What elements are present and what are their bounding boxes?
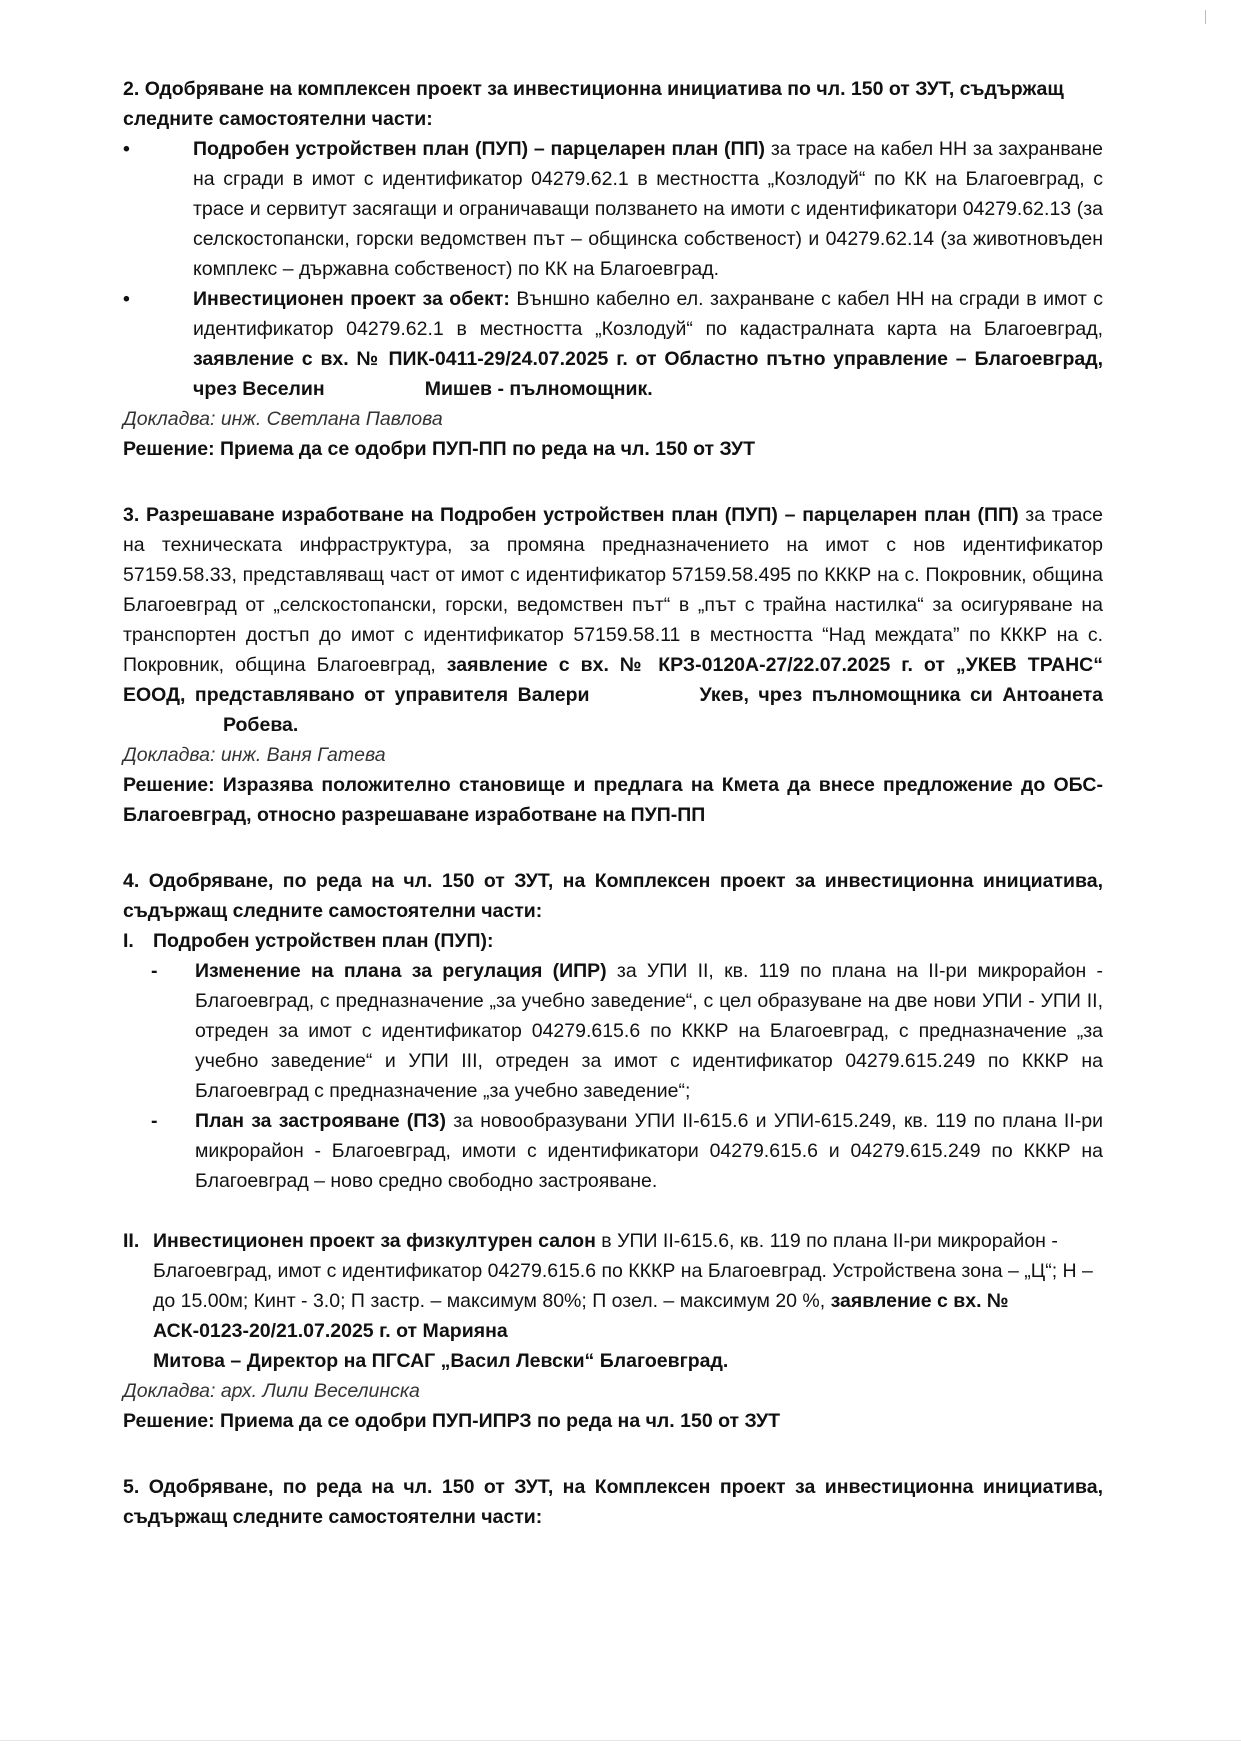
list-item-text: Инвестиционен проект за обект: Външно кабелно ел. захранване с кабел НН на сгради в имот с идентификатор 04279.62.1 в местността „Козлодуй“ по кадастралната карта на Благоевград, заявление с вх. № ПИК-0411-29/24.07.2025 г. от Областно пътно управление – Благоевград, чрез Веселин Мишев - пълномощник. [193,288,1103,400]
dash-icon: - [151,960,158,982]
agenda-item-2 [123,74,1103,464]
item-heading [123,1472,1103,1532]
list-item-text: Изменение на плана за регулация (ИПР) за УПИ II, кв. 119 по плана на II-ри микрорайон - Благоевград, с предназначение „за учебно заведение“, с цел образуване на две нови УПИ - УПИ II, отреден за имот с идентификатор 04279.615.6 по КККР на Благоевград, с предназначение „за учебно заведение“ и УПИ III, отреден за имот с идентификатор 04279.615.249 по КККР на Благоевград с предназначение „за учебно заведение“; [195,960,1103,1102]
decision: Решение: Приема да се одобри ПУП-ИПРЗ по реда на чл. 150 от ЗУТ [123,1410,780,1432]
bullet-icon: • [123,138,130,160]
list-item [151,956,1103,1106]
part-text: Инвестиционен проект за физкултурен салон в УПИ II-615.6, кв. 119 по плана II-ри микрорайон - Благоевград, имот с идентификатор 04279.615.6 по КККР на Благоевград. Устройствена зона – „Ц“; Н – до 15.00м; Кинт - 3.0; П застр. – максимум 80%; П озел. – максимум 20 %, заявление с вх. № АСК-0123-20/21.07.2025 г. от Марияна Митова – Директор на ПГСАГ „Васил Левски“ Благоевград. [153,1230,1093,1372]
part-i [123,926,1103,956]
roman-numeral: II. [123,1230,140,1252]
list-item-text: План за застрояване (ПЗ) за новообразувани УПИ II-615.6 и УПИ-615.249, кв. 119 по плана II-ри микрорайон - Благоевград, имоти с идентификатори 04279.615.6 и 04279.615.249 по КККР на Благоевград – ново средно свободно застрояване. [195,1110,1103,1192]
item-title: Одобряване на комплексен проект за инвестиционна инициатива по чл. 150 от ЗУТ, съдържащ следните самостоятелни части: [123,78,1064,130]
item-title: Одобряване, по реда на чл. 150 от ЗУТ, на Комплексен проект за инвестиционна инициатива, съдържащ следните самостоятелни части: [123,1476,1104,1528]
bullet-icon: • [123,288,130,310]
decision: Решение: Приема да се одобри ПУП-ПП по реда на чл. 150 от ЗУТ [123,438,756,460]
item-heading [123,74,1103,134]
scan-artifact [0,1740,1241,1741]
dash-icon: - [151,1110,158,1132]
document-body [123,74,1103,1532]
decision: Решение: Изразява положително становище и предлага на Кмета да внесе предложение до ОБС-Благоевград, относно разрешаване изработване на ПУП-ПП [123,774,1103,826]
item-number: 3. [123,504,140,526]
item-title: Разрешаване изработване на Подробен устройствен план (ПУП) – парцеларен план (ПП) [145,504,1019,526]
list-item [123,134,1103,284]
item-heading [123,866,1103,926]
agenda-item-5 [123,1472,1103,1532]
item-number: 4. [123,870,140,892]
agenda-item-3 [123,500,1103,830]
list-item [123,284,1103,404]
agenda-item-4 [123,866,1103,1436]
item-number: 2. [123,78,140,100]
reporter: Докладва: инж. Ваня Гатева [123,744,386,766]
reporter: Докладва: инж. Светлана Павлова [123,408,443,430]
part-ii [123,1226,1103,1376]
roman-numeral: I. [123,930,134,952]
part-label: Подробен устройствен план (ПУП): [153,930,494,952]
list-item-text: Подробен устройствен план (ПУП) – парцеларен план (ПП) за трасе на кабел НН за захранване на сгради в имот с идентификатор 04279.62.1 в местността „Козлодуй“ по КК на Благоевград, с трасе и сервитут засягащи и ограничаващи ползването на имоти с идентификатори 04279.62.13 (за селскостопански, горски ведомствен път – общинска собственост) и 04279.62.14 (за животновъден комплекс – държавна собственост) по КК на Благоевград. [193,138,1103,280]
reporter: Докладва: арх. Лили Веселинска [123,1380,420,1402]
scan-artifact [1205,10,1206,24]
list-item [151,1106,1103,1196]
item-title: Одобряване, по реда на чл. 150 от ЗУТ, на Комплексен проект за инвестиционна инициатива, съдържащ следните самостоятелни части: [123,870,1104,922]
item-number: 5. [123,1476,140,1498]
item-body: 3. Разрешаване изработване на Подробен устройствен план (ПУП) – парцеларен план (ПП) за трасе на техническата инфраструктура, за промяна предназначението на имот с нов идентификатор 57159.58.33, представляващ част от имот с идентификатор 57159.58.495 по КККР на с. Покровник, община Благоевград от „селскостопански, горски, ведомствен път“ в „път с трайна настилка“ за осигуряване на транспортен достъп до имот с идентификатор 57159.58.11 в местността “Над междата” по КККР на с. Покровник, община Благоевград, заявление с вх. № КРЗ-0120А-27/22.07.2025 г. от „УКЕВ ТРАНС“ ЕООД, представлявано от управителя Валери Укев, чрез пълномощника си АнтоанетаРобева. [123,504,1104,736]
